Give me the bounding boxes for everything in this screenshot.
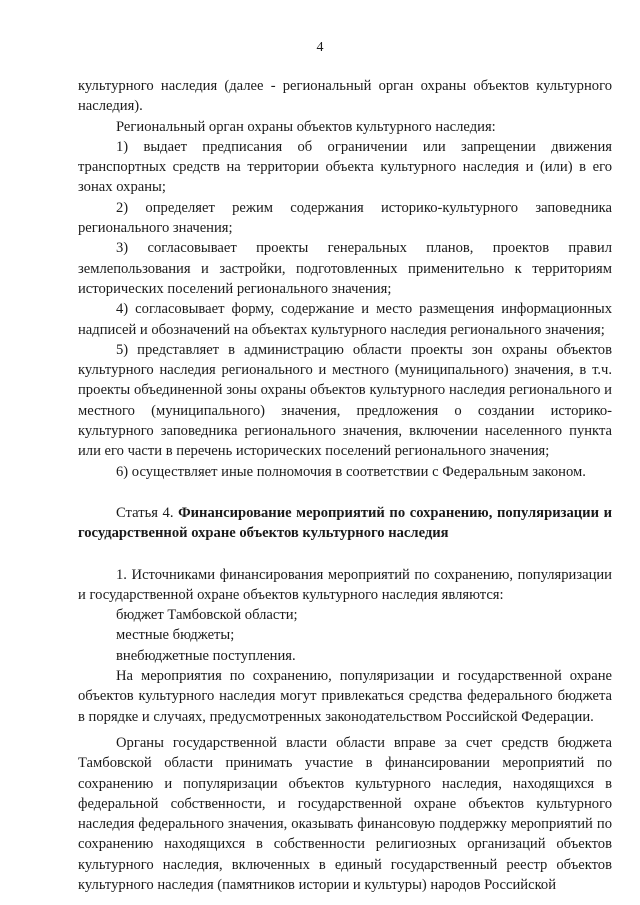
document-body <box>78 76 612 895</box>
article-heading <box>78 503 612 544</box>
page-number: 4 <box>316 40 324 55</box>
financing-source-extrabudgetary: внебюджетные поступления. <box>116 647 296 664</box>
financing-source-regional-budget: бюджет Тамбовской области; <box>116 607 298 624</box>
list-item-1: 1) выдает предписания об ограничении или запрещении движения транспортных средств на территории объекта культурного наследия и (или) в его зонах охраны; <box>78 138 612 196</box>
article-title: Финансирование мероприятий по сохранению, популяризации и государственной охране объектов культурного наследия <box>78 504 612 542</box>
paragraph-continuation: культурного наследия (далее - региональный орган охраны объектов культурного наследия). <box>78 78 612 115</box>
list-item-5: 5) представляет в администрацию области проекты зон охраны объектов культурного наследия регионального и местного (муниципального) значения, в т.ч. проекты объединенной зоны охраны объектов культурного наследия регионального и местного (муниципального) значения, предложения о создании историко-культурного заповедника регионального значения, включении населенного пункта или его части в перечень исторических поселений регионального значения; <box>78 341 612 460</box>
financing-source-local-budgets: местные бюджеты; <box>116 627 235 644</box>
list-item-6: 6) осуществляет иные полномочия в соответствии с Федеральным законом. <box>116 463 586 480</box>
paragraph-regional-organ-intro: Региональный орган охраны объектов культурного наследия: <box>116 118 496 135</box>
state-authorities-paragraph: Органы государственной власти области вправе за счет средств бюджета Тамбовской области принимать участие в финансировании мероприятий по сохранению и популяризации объектов культурного наследия, находящихся в федеральной собственности, и государственной охране объектов культурного наследия федерального значения, оказывать финансовую поддержку мероприятий по сохранению находящихся в собственности религиозных организаций объектов культурного наследия, включенных в единый государственный реестр объектов культурного наследия (памятников истории и культуры) народов Российской <box>78 734 612 893</box>
article-label: Статья 4. <box>116 504 174 521</box>
financing-sources-paragraph: 1. Источниками финансирования мероприятий по сохранению, популяризации и государственной охране объектов культурного наследия являются: <box>78 566 612 603</box>
list-item-2: 2) определяет режим содержания историко-культурного заповедника регионального значения; <box>78 199 612 237</box>
list-item-3: 3) согласовывает проекты генеральных планов, проектов правил землепользования и застройки, подготовленных применительно к территориям исторических поселений регионального значения; <box>78 240 612 297</box>
list-item-4: 4) согласовывает форму, содержание и место размещения информационных надписей и обозначений на объектах культурного наследия регионального значения; <box>78 301 612 338</box>
federal-budget-paragraph: На мероприятия по сохранению, популяризации и государственной охране объектов культурного наследия могут привлекаться средства федерального бюджета в порядке и случаях, предусмотренных законодательством Российской Федерации. <box>78 668 612 725</box>
